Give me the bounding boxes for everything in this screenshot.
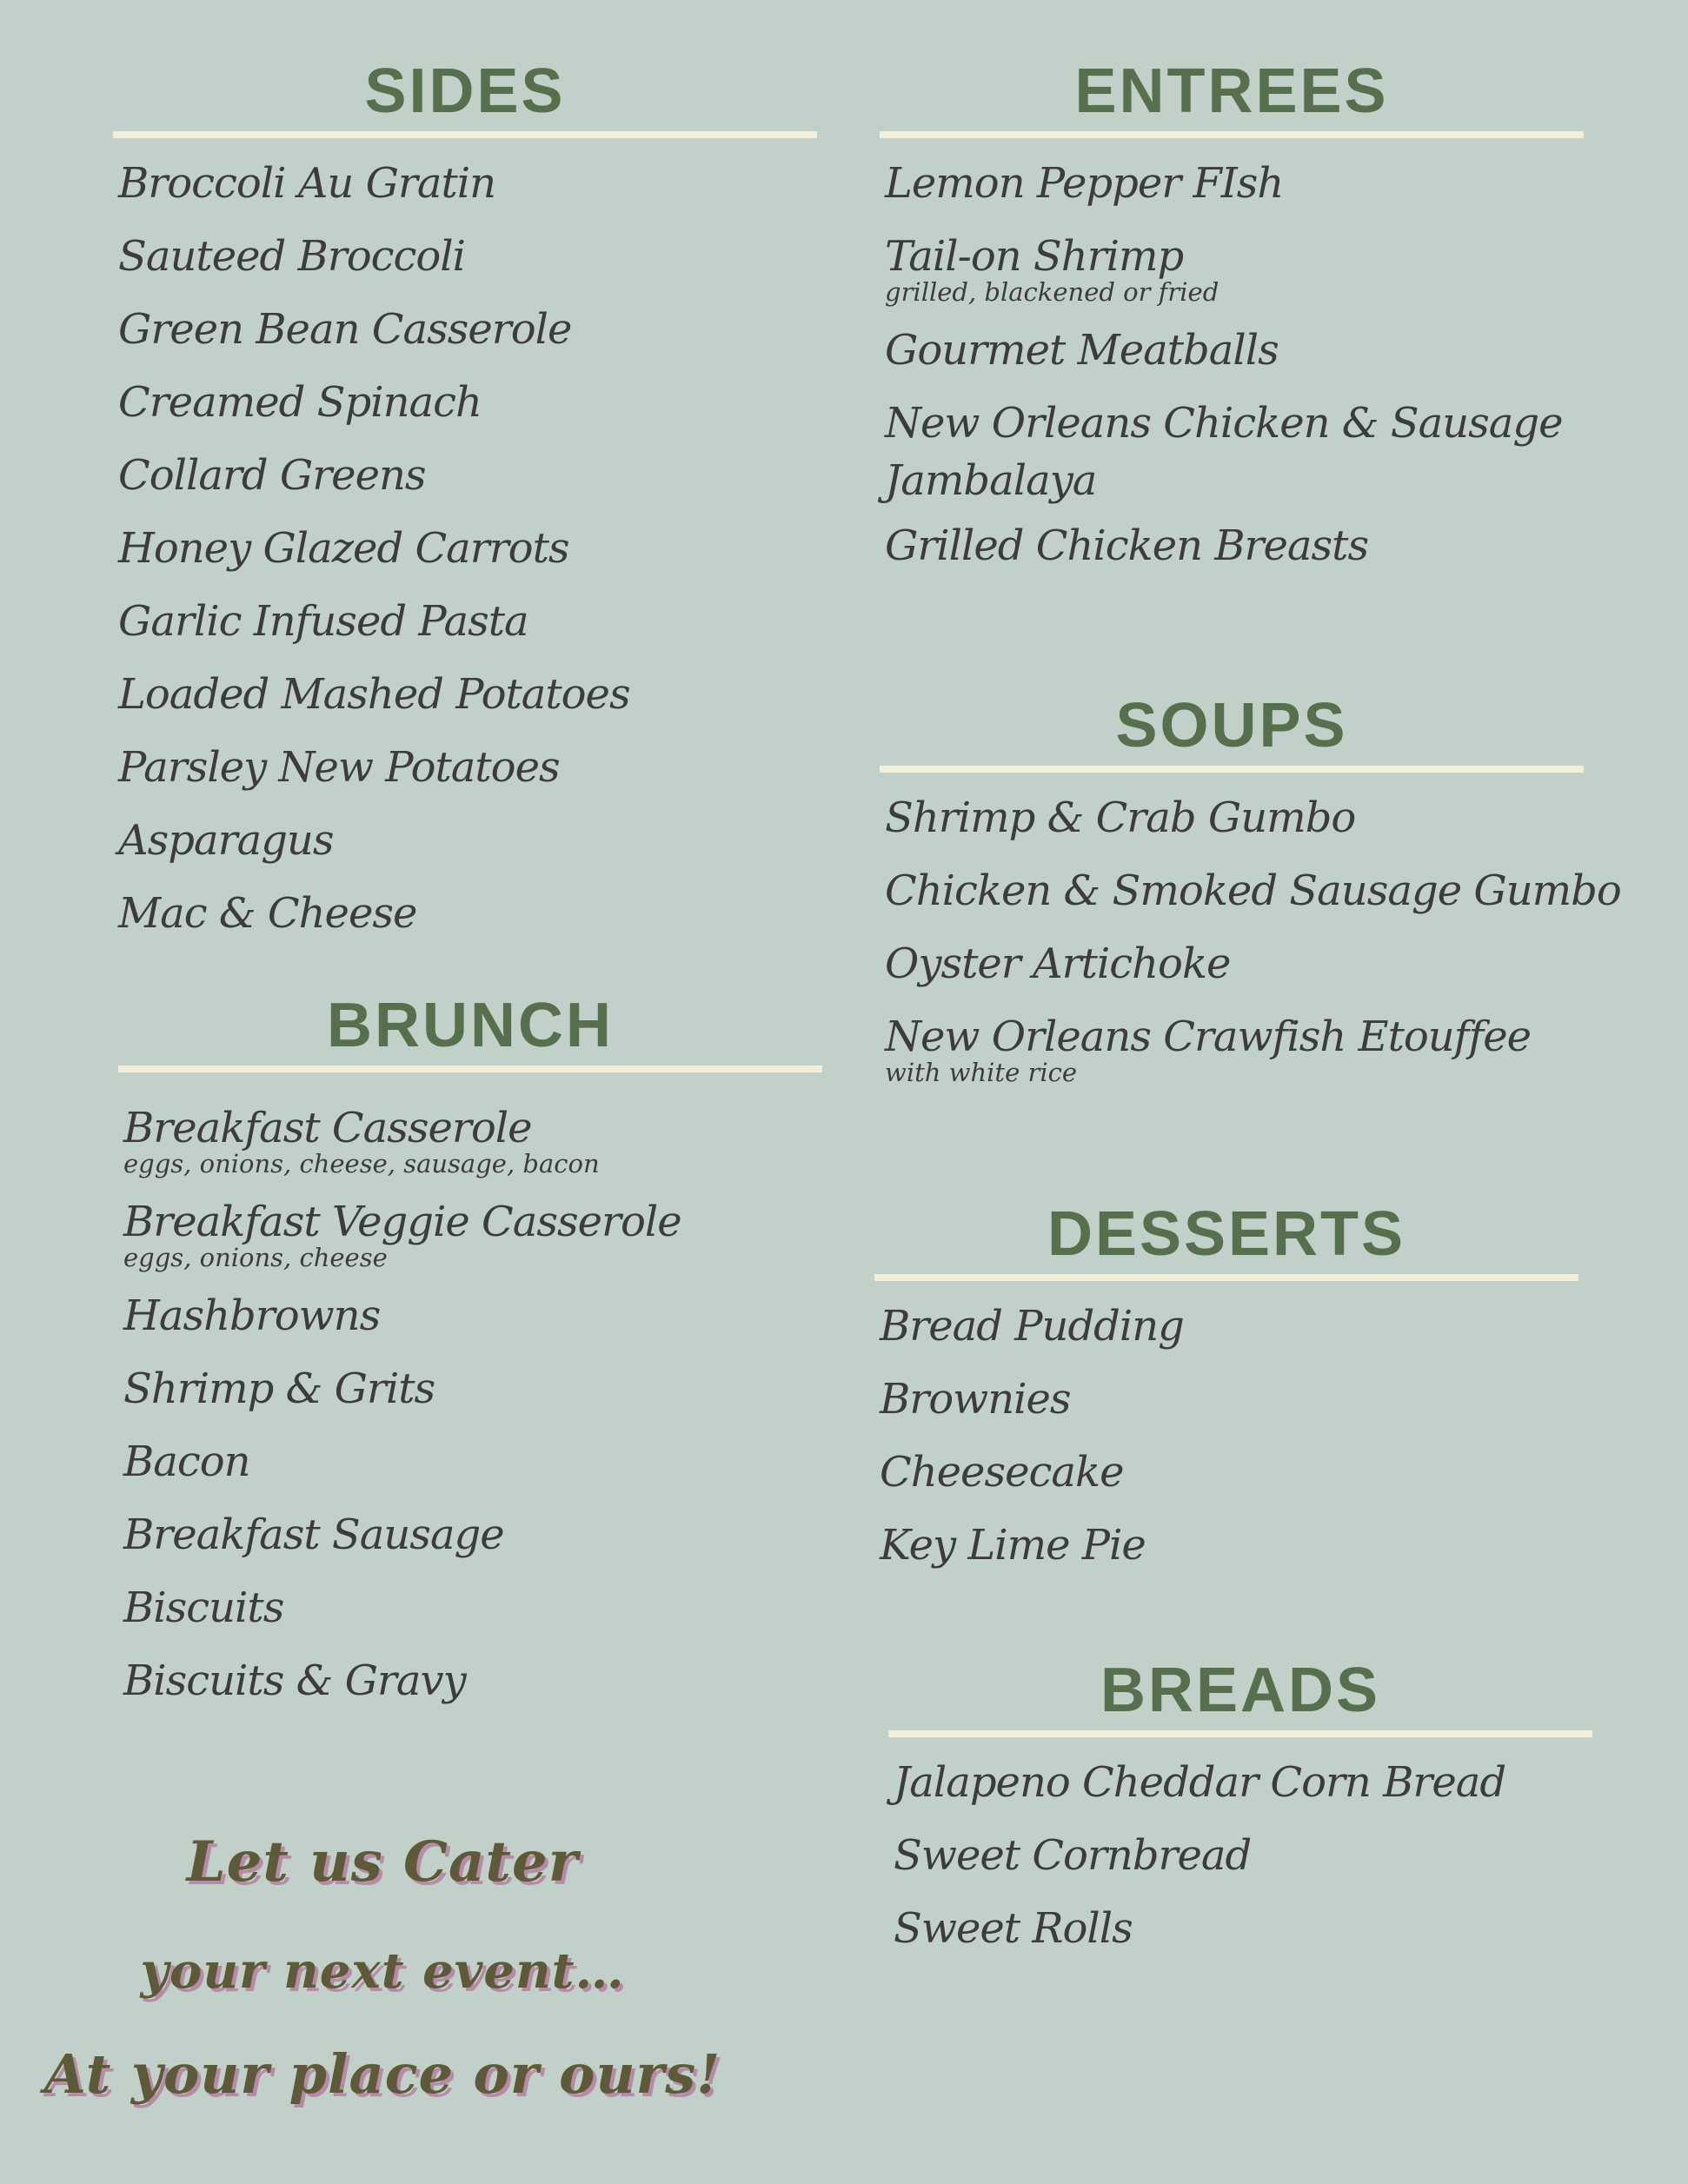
menu-item-note: eggs, onions, cheese, sausage, bacon	[123, 1149, 600, 1178]
menu-item-name: Hashbrowns	[123, 1291, 381, 1340]
menu-item	[880, 1509, 1578, 1582]
menu-item	[123, 1425, 822, 1498]
section-divider	[874, 1274, 1578, 1281]
menu-item	[880, 1363, 1578, 1436]
menu-item	[885, 781, 1584, 854]
menu-item	[118, 147, 817, 220]
menu-item-note: grilled, blackened or fried	[885, 277, 1219, 307]
menu-item-name: Honey Glazed Carrots	[118, 524, 569, 573]
menu-item	[123, 1279, 822, 1352]
menu-item	[118, 658, 817, 731]
section-divider	[880, 131, 1584, 138]
tagline-line-2: your next event…	[140, 1942, 625, 2000]
menu-item-note: eggs, onions, cheese	[123, 1243, 388, 1272]
menu-item	[118, 804, 817, 877]
menu-item	[123, 1644, 822, 1717]
menu-item	[885, 147, 1563, 220]
section-brunch	[118, 991, 822, 1717]
menu-item-name: Sauteed Broccoli	[118, 232, 465, 281]
tagline-line-1: Let us Cater	[186, 1829, 579, 1895]
menu-item-name: New Orleans Crawfish Etouffee	[885, 1012, 1532, 1061]
section-sides	[113, 56, 817, 950]
menu-item-name: Breakfast Veggie Casserole	[123, 1198, 681, 1246]
section-title-soups: SOUPS	[1115, 691, 1348, 760]
menu-item	[118, 220, 817, 293]
menu-item-name: Chicken & Smoked Sausage Gumbo	[885, 866, 1621, 915]
menu-item	[885, 854, 1621, 927]
menu-item-name: Shrimp & Grits	[123, 1364, 435, 1413]
menu-item	[880, 1436, 1578, 1509]
menu-item	[118, 293, 817, 366]
menu-item	[118, 512, 817, 585]
menu-item-name: Biscuits	[123, 1583, 284, 1632]
menu-item-name: Grilled Chicken Breasts	[885, 521, 1369, 570]
section-divider	[888, 1730, 1592, 1737]
menu-item	[118, 731, 817, 804]
menu-item	[894, 1746, 1592, 1819]
section-soups	[880, 691, 1621, 1094]
menu-item-name: New Orleans Chicken & Sausage Jambalaya	[885, 399, 1563, 505]
tagline-line-3: At your place or ours!	[43, 2042, 721, 2106]
menu-item-name: Cheesecake	[880, 1448, 1124, 1497]
menu-item-name: Bread Pudding	[880, 1302, 1184, 1351]
menu-list-breads	[888, 1746, 1592, 1965]
menu-item-name: Bacon	[123, 1437, 250, 1486]
menu-item-name: Lemon Pepper FIsh	[885, 159, 1284, 208]
menu-item-name: Tail-on Shrimp	[885, 232, 1184, 281]
menu-item-name: Parsley New Potatoes	[118, 743, 560, 792]
menu-list-soups	[880, 781, 1621, 1087]
menu-item	[123, 1092, 822, 1178]
menu-item-name: Green Bean Casserole	[118, 305, 572, 354]
menu-item-name: Breakfast Sausage	[123, 1510, 504, 1559]
menu-item	[894, 1892, 1592, 1965]
menu-item	[885, 314, 1563, 387]
section-title-sides: SIDES	[364, 56, 566, 126]
menu-item-name: Garlic Infused Pasta	[118, 597, 528, 646]
section-title-brunch: BRUNCH	[327, 991, 614, 1060]
menu-item	[118, 439, 817, 512]
section-breads	[888, 1656, 1592, 1965]
section-title-entrees: ENTREES	[1074, 56, 1389, 126]
menu-item	[885, 220, 1563, 307]
menu-item-name: Creamed Spinach	[118, 378, 482, 427]
section-divider	[118, 1065, 822, 1072]
menu-item-name: Brownies	[880, 1375, 1071, 1424]
menu-item	[118, 585, 817, 658]
section-title-breads: BREADS	[1100, 1656, 1381, 1725]
menu-item	[885, 1000, 1584, 1087]
menu-list-brunch	[118, 1092, 822, 1717]
menu-item-name: Loaded Mashed Potatoes	[118, 670, 630, 719]
menu-item-name: Jalapeno Cheddar Corn Bread	[894, 1758, 1506, 1807]
section-divider	[113, 131, 817, 138]
menu-item	[885, 927, 1584, 1000]
menu-item-note: with white rice	[885, 1058, 1077, 1087]
menu-item-name: Sweet Rolls	[894, 1904, 1133, 1953]
menu-item	[123, 1185, 822, 1272]
menu-item	[118, 877, 817, 950]
menu-item	[123, 1498, 822, 1571]
menu-item	[885, 387, 1563, 509]
menu-item	[123, 1352, 822, 1425]
menu-item-name: Asparagus	[118, 816, 334, 865]
menu-item	[885, 509, 1563, 582]
menu-list-desserts	[874, 1290, 1578, 1582]
menu-item-name: Collard Greens	[118, 451, 426, 500]
menu-item-name: Broccoli Au Gratin	[118, 159, 496, 208]
menu-item-name: Mac & Cheese	[118, 889, 417, 938]
menu-list-sides	[113, 147, 817, 950]
menu-item-name: Gourmet Meatballs	[885, 326, 1279, 375]
section-divider	[880, 766, 1584, 773]
menu-item-name: Breakfast Casserole	[123, 1104, 532, 1152]
menu-item-name: Shrimp & Crab Gumbo	[885, 793, 1356, 842]
menu-item	[118, 366, 817, 439]
menu-item-name: Oyster Artichoke	[885, 939, 1231, 988]
menu-item	[123, 1571, 822, 1644]
menu-item-name: Sweet Cornbread	[894, 1831, 1252, 1880]
section-title-desserts: DESSERTS	[1047, 1199, 1406, 1269]
section-desserts	[874, 1199, 1578, 1582]
menu-item	[894, 1819, 1592, 1892]
menu-list-entrees	[880, 147, 1563, 582]
section-entrees	[880, 56, 1584, 582]
menu-item	[880, 1290, 1578, 1363]
menu-item-name: Key Lime Pie	[880, 1521, 1146, 1570]
menu-item-name: Biscuits & Gravy	[123, 1656, 466, 1705]
